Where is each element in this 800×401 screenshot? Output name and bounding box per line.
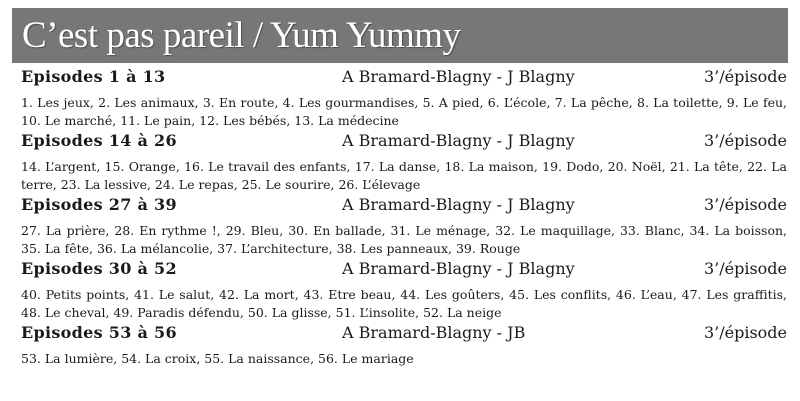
episode-credits: A Bramard-Blagny - J Blagny bbox=[342, 195, 575, 214]
episode-range: Episodes 14 à 26 bbox=[21, 131, 177, 150]
episode-header bbox=[21, 130, 787, 152]
episode-credits: A Bramard-Blagny - JB bbox=[342, 323, 526, 342]
episode-titles: 53. La lumière, 54. La croix, 55. La naissance, 56. Le mariage bbox=[21, 351, 414, 366]
episode-block-4 bbox=[21, 258, 787, 322]
episode-header bbox=[21, 194, 787, 216]
episode-block-1 bbox=[21, 66, 787, 130]
episode-duration: 3’/épisode bbox=[703, 195, 787, 214]
episode-duration: 3’/épisode bbox=[703, 259, 787, 278]
episode-credits: A Bramard-Blagny - J Blagny bbox=[342, 259, 575, 278]
episode-duration: 3’/épisode bbox=[703, 323, 787, 342]
title-banner bbox=[12, 8, 788, 63]
episode-header bbox=[21, 66, 787, 88]
episode-block-5 bbox=[21, 322, 787, 368]
page-title: C’est pas pareil / Yum Yummy bbox=[22, 15, 461, 56]
episode-block-3 bbox=[21, 194, 787, 258]
episode-credits: A Bramard-Blagny - J Blagny bbox=[342, 131, 575, 150]
episode-header bbox=[21, 322, 787, 344]
episode-titles: 14. L’argent, 15. Orange, 16. Le travail des enfants, 17. La danse, 18. La maison, 19. Dodo, 20. Noël, 21. La tête, 22. La terre, 23. La lessive, 24. Le repas, 25. Le sourire, 26. L’élevage bbox=[21, 159, 787, 192]
episode-range: Episodes 30 à 52 bbox=[21, 259, 177, 278]
episode-credits: A Bramard-Blagny - J Blagny bbox=[342, 67, 575, 86]
episode-range: Episodes 27 à 39 bbox=[21, 195, 177, 214]
episode-titles: 40. Petits points, 41. Le salut, 42. La mort, 43. Etre beau, 44. Les goûters, 45. Les conflits, 46. L’eau, 47. Les graffitis, 48. Le cheval, 49. Paradis défendu, 50. La glisse, 51. L’insolite, 52. La neige bbox=[21, 287, 787, 320]
episode-range: Episodes 53 à 56 bbox=[21, 323, 177, 342]
episode-titles: 27. La prière, 28. En rythme !, 29. Bleu, 30. En ballade, 31. Le ménage, 32. Le maquillage, 33. Blanc, 34. La boisson, 35. La fête, 36. La mélancolie, 37. L’architecture, 38. Les panneaux, 39. Rouge bbox=[21, 223, 787, 256]
episode-list bbox=[21, 66, 787, 368]
episode-block-2 bbox=[21, 130, 787, 194]
episode-titles: 1. Les jeux, 2. Les animaux, 3. En route, 4. Les gourmandises, 5. A pied, 6. L’école, 7. La pêche, 8. La toilette, 9. Le feu, 10. Le marché, 11. Le pain, 12. Les bébés, 13. La médecine bbox=[21, 95, 787, 128]
episode-header bbox=[21, 258, 787, 280]
episode-duration: 3’/épisode bbox=[703, 131, 787, 150]
episode-duration: 3’/épisode bbox=[703, 67, 787, 86]
episode-range: Episodes 1 à 13 bbox=[21, 67, 166, 86]
